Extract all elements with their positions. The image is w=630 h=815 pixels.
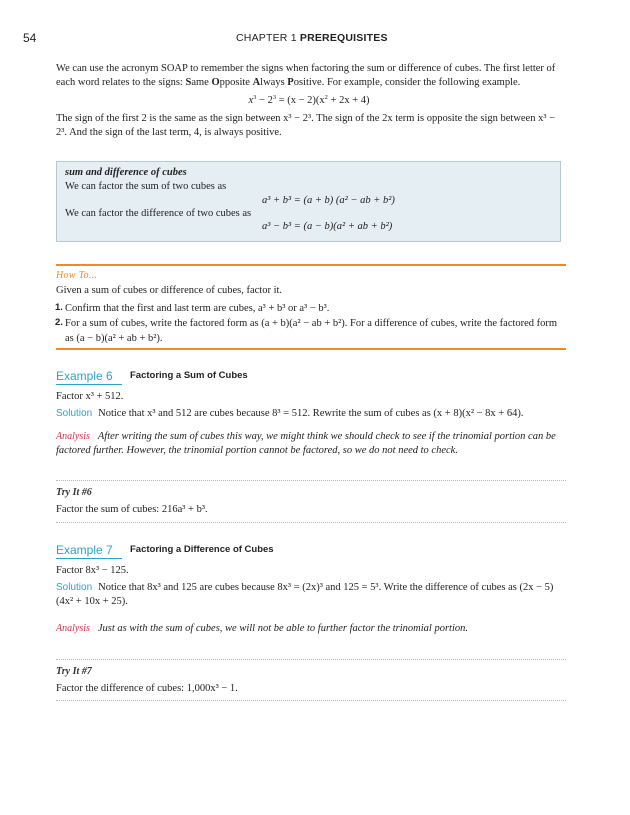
chapter-prefix: CHAPTER 1 [236, 32, 297, 44]
example-7-analysis [56, 622, 562, 636]
howto-label: How To... [56, 270, 98, 281]
tryit-7-top-rule [56, 659, 566, 660]
page-number: 54 [23, 31, 37, 45]
example-6-underline [56, 384, 122, 385]
analysis-text: After writing the sum of cubes this way, we might think we should check to see if the trinomial portion can be factored further. However, the trinomial portion cannot be factored, so we do not need to check. [56, 431, 556, 457]
eq-part: + 2x + 4) [327, 95, 370, 106]
howto-intro: Given a sum of cubes or difference of cubes, factor it. [56, 285, 283, 296]
analysis-label: Analysis [56, 431, 90, 442]
howto-top-rule [56, 264, 566, 266]
eq-part: = (x − 2)(x [276, 95, 325, 106]
formula-box [56, 161, 561, 242]
solution-label: Solution [56, 582, 93, 593]
soap-intro-text: We can use the acronym SOAP to remember the signs when factoring the sum or difference of cubes. The first letter of each word relates to the signs: [56, 63, 556, 89]
tryit-7-bottom-rule [56, 700, 566, 701]
eq-part: − 2 [256, 95, 273, 106]
chapter-title: PREREQUISITES [299, 32, 388, 44]
solution-text: Notice that 8x³ and 125 are cubes because 8x³ = (2x)³ and 125 = 5³. Write the difference of cubes as (2x − 5)(4x² + 10x + 25). [56, 582, 554, 608]
example-6-title: Factoring a Sum of Cubes [130, 370, 248, 381]
eq-x: x [248, 95, 254, 106]
tryit-7-text: Factor the difference of cubes: 1,000x³ − 1. [56, 683, 238, 694]
soap-sign-paragraph: The sign of the first 2 is the same as the sign between x³ − 2³. The sign of the 2x term is opposite the sign between x³ − 2³. And the sign of the last term, 4, is always positive. [56, 113, 556, 139]
soap-intro-end: . For example, consider the following example. [321, 77, 521, 89]
solution-text: Notice that x³ and 512 are cubes because 8³ = 512. Rewrite the sum of cubes as (x + 8)(x² − 8x + 64). [98, 408, 524, 419]
eq-sup: 3 [253, 94, 257, 101]
tryit-6-bottom-rule [56, 522, 566, 523]
example-7-solution [56, 581, 562, 610]
soap-letter-s: S [185, 77, 192, 89]
example-7-underline [56, 558, 122, 559]
soap-letter-p: P [287, 77, 294, 89]
diff-intro: We can factor the difference of two cubes as [65, 208, 252, 219]
soap-paragraph [56, 62, 562, 91]
eq-sup: 2 [324, 94, 328, 101]
soap-example-equation [56, 94, 562, 108]
example-6-solution [56, 407, 562, 421]
step-text: Confirm that the first and last term are cubes, a³ + b³ or a³ − b³. [65, 303, 330, 314]
soap-word-always: lways [260, 77, 288, 89]
soap-word-positive: ositive [293, 77, 322, 89]
howto-bottom-rule [56, 348, 566, 350]
example-6-label: Example 6 [56, 369, 113, 383]
formula-box-title: sum and difference of cubes [65, 167, 187, 178]
analysis-text: Just as with the sum of cubes, we will not be able to further factor the trinomial portion. [97, 623, 469, 634]
soap-word-same: ame [191, 77, 212, 89]
tryit-6-text: Factor the sum of cubes: 216a³ + b³. [56, 504, 208, 515]
solution-label: Solution [56, 408, 93, 419]
example-6-problem: Factor x³ + 512. [56, 391, 124, 402]
tryit-6-label: Try It #6 [56, 487, 92, 498]
example-7-header [56, 542, 562, 558]
soap-word-opposite: pposite [219, 77, 253, 89]
analysis-label: Analysis [56, 623, 90, 634]
howto-step-2 [56, 317, 562, 346]
eq-sup: 3 [272, 94, 277, 101]
tryit-6-top-rule [56, 480, 566, 481]
step-number: 2. [55, 317, 63, 329]
diff-formula: a³ − b³ = (a − b)(a² + ab + b²) [262, 221, 393, 232]
example-6-header [56, 368, 562, 384]
example-7-problem: Factor 8x³ − 125. [56, 565, 129, 576]
soap-letter-o: O [211, 77, 220, 89]
example-6-analysis [56, 430, 562, 459]
howto-steps [56, 302, 562, 346]
example-7-title: Factoring a Difference of Cubes [130, 544, 274, 555]
chapter-header [236, 31, 388, 45]
step-text: For a sum of cubes, write the factored form as (a + b)(a² − ab + b²). For a difference of cubes, write the factored form as (a − b)(a² + ab + b²). [65, 318, 558, 344]
example-7-label: Example 7 [56, 543, 113, 557]
howto-step-1 [56, 302, 562, 316]
soap-letter-a: A [252, 77, 261, 89]
sum-formula: a³ + b³ = (a + b) (a² − ab + b²) [262, 195, 395, 206]
sum-intro: We can factor the sum of two cubes as [65, 181, 227, 192]
tryit-7-label: Try It #7 [56, 666, 92, 677]
step-number: 1. [55, 302, 63, 313]
